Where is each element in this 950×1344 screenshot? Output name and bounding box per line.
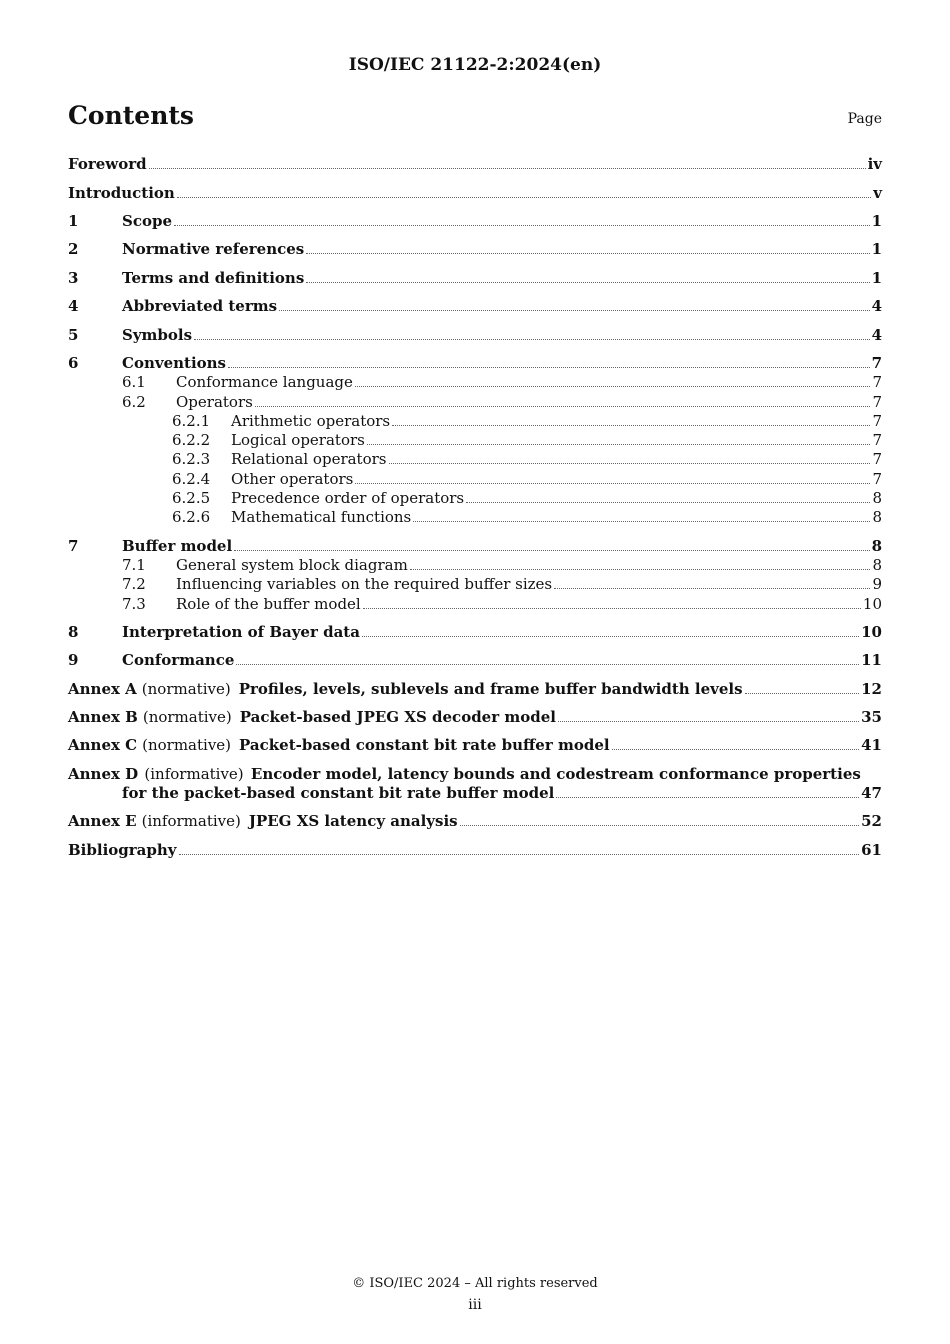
leader-dots <box>362 636 859 637</box>
annex-label: Annex A <box>68 680 137 698</box>
toc-page: 9 <box>872 575 882 593</box>
annex-label: Annex B <box>68 708 138 726</box>
toc-title: Terms and definitions <box>122 269 305 287</box>
toc-number: 7.2 <box>122 575 146 593</box>
toc-page: 1 <box>871 212 882 230</box>
toc-entry-conformance[interactable] <box>68 650 882 670</box>
page-number: iii <box>468 1297 482 1313</box>
toc-title: Role of the buffer model <box>176 595 361 613</box>
leader-dots <box>460 825 860 826</box>
toc-title: Operators <box>176 393 253 411</box>
toc-page: 10 <box>862 595 882 613</box>
annex-type: (informative) <box>141 812 241 830</box>
toc-entry-operators[interactable] <box>122 392 882 412</box>
toc-page: 35 <box>861 708 882 726</box>
toc-title: Symbols <box>122 326 193 344</box>
toc-entry-conformance-language[interactable] <box>122 372 882 392</box>
toc-entry-precedence-order[interactable] <box>172 488 882 508</box>
toc-entry-arithmetic-operators[interactable] <box>172 411 882 431</box>
annex-type: (informative) <box>144 765 244 783</box>
leader-dots <box>279 310 869 311</box>
toc-title: Precedence order of operators <box>231 489 465 507</box>
toc-title: Other operators <box>231 470 354 488</box>
toc-page: v <box>873 184 882 202</box>
toc-entry-bayer-data[interactable] <box>68 622 882 642</box>
leader-dots <box>174 225 870 226</box>
toc-number: 6.2.3 <box>172 450 211 468</box>
toc-number: 3 <box>68 269 79 287</box>
toc-number: 6.2.1 <box>172 412 211 430</box>
leader-dots <box>194 339 870 340</box>
toc-title: Relational operators <box>231 450 387 468</box>
toc-entry-influencing-variables[interactable] <box>122 574 882 594</box>
toc-page: 1 <box>871 269 882 287</box>
toc-title: Encoder model, latency bounds and codestream conformance properties <box>250 765 861 783</box>
toc-page: 41 <box>861 736 882 754</box>
annex-label: Annex D <box>68 765 139 783</box>
toc-page: 11 <box>861 651 882 669</box>
toc-number: 6.1 <box>122 373 146 391</box>
toc-title: Mathematical functions <box>231 508 412 526</box>
toc-number: 6.2.5 <box>172 489 211 507</box>
leader-dots <box>236 664 859 665</box>
toc-page: 8 <box>872 489 882 507</box>
page-column-label: Page <box>847 111 882 127</box>
toc-entry-annex-b[interactable] <box>68 707 882 727</box>
toc-title: Foreword <box>68 155 147 173</box>
leader-dots <box>410 569 871 570</box>
leader-dots <box>554 588 870 589</box>
toc-entry-introduction[interactable] <box>68 183 882 203</box>
toc-entry-abbreviated-terms[interactable] <box>68 296 882 316</box>
toc-page: 8 <box>872 508 882 526</box>
toc-page: 4 <box>871 297 882 315</box>
toc-entry-annex-c[interactable] <box>68 735 882 755</box>
toc-title: Arithmetic operators <box>231 412 391 430</box>
toc-number: 5 <box>68 326 79 344</box>
toc-title: JPEG XS latency analysis <box>248 812 458 830</box>
toc-title: Conformance language <box>176 373 353 391</box>
toc-page: 7 <box>872 470 882 488</box>
leader-dots <box>306 282 869 283</box>
toc-entry-block-diagram[interactable] <box>122 555 882 575</box>
toc-entry-buffer-model[interactable] <box>68 536 882 556</box>
toc-title: Conventions <box>122 354 226 372</box>
toc-entry-conventions[interactable] <box>68 353 882 373</box>
toc-page: 8 <box>872 556 882 574</box>
toc-title: Packet-based constant bit rate buffer model <box>239 736 610 754</box>
toc-title: Conformance <box>122 651 235 669</box>
document-id: ISO/IEC 21122-2:2024(en) <box>348 55 602 75</box>
leader-dots <box>389 463 871 464</box>
toc-entry-mathematical-functions[interactable] <box>172 507 882 527</box>
toc-entry-normative-references[interactable] <box>68 239 882 259</box>
toc-page: 7 <box>871 354 882 372</box>
leader-dots <box>228 367 870 368</box>
toc-entry-annex-d-line2[interactable] <box>122 783 882 803</box>
leader-dots <box>149 168 866 169</box>
toc-entry-symbols[interactable] <box>68 325 882 345</box>
toc-title-continued: for the packet-based constant bit rate buffer model <box>122 784 555 802</box>
copyright-notice: © ISO/IEC 2024 – All rights reserved <box>352 1276 598 1291</box>
toc-entry-role-of-buffer-model[interactable] <box>122 594 882 614</box>
annex-label: Annex C <box>68 736 138 754</box>
toc-number: 7.3 <box>122 595 146 613</box>
leader-dots <box>355 483 870 484</box>
leader-dots <box>745 693 860 694</box>
toc-number: 6.2.2 <box>172 431 211 449</box>
leader-dots <box>363 608 861 609</box>
leader-dots <box>367 444 871 445</box>
toc-page: 7 <box>872 450 882 468</box>
toc-page: 7 <box>872 412 882 430</box>
toc-entry-terms-definitions[interactable] <box>68 268 882 288</box>
toc-page: 10 <box>861 623 882 641</box>
toc-entry-bibliography[interactable] <box>68 840 882 860</box>
leader-dots <box>255 406 871 407</box>
leader-dots <box>355 386 871 387</box>
toc-page: 61 <box>861 841 882 859</box>
leader-dots <box>612 749 860 750</box>
toc-number: 2 <box>68 240 79 258</box>
annex-type: (normative) <box>142 708 232 726</box>
leader-dots <box>234 550 869 551</box>
leader-dots <box>177 197 871 198</box>
toc-number: 6.2.4 <box>172 470 211 488</box>
toc-number: 4 <box>68 297 79 315</box>
toc-page: 1 <box>871 240 882 258</box>
annex-type: (normative) <box>142 736 232 754</box>
toc-title: Packet-based JPEG XS decoder model <box>239 708 556 726</box>
toc-entry-logical-operators[interactable] <box>172 430 882 450</box>
leader-dots <box>558 721 859 722</box>
toc-number: 9 <box>68 651 79 669</box>
toc-page: 7 <box>872 373 882 391</box>
contents-title: Contents <box>68 101 195 130</box>
leader-dots <box>306 253 869 254</box>
toc-entry-relational-operators[interactable] <box>172 449 882 469</box>
toc-number: 6.2.6 <box>172 508 211 526</box>
toc-number: 7 <box>68 537 79 555</box>
toc-entry-annex-a[interactable] <box>68 679 882 699</box>
toc-title: General system block diagram <box>176 556 408 574</box>
toc-page: 52 <box>861 812 882 830</box>
toc-title: Scope <box>122 212 173 230</box>
toc-page: 7 <box>872 431 882 449</box>
toc-title: Logical operators <box>231 431 365 449</box>
annex-type: (normative) <box>141 680 231 698</box>
toc-page: 47 <box>861 784 882 802</box>
annex-label: Annex E <box>68 812 137 830</box>
toc-page: 8 <box>871 537 882 555</box>
toc-title: Buffer model <box>122 537 233 555</box>
toc-number: 1 <box>68 212 79 230</box>
toc-number: 7.1 <box>122 556 146 574</box>
toc-title: Introduction <box>68 184 175 202</box>
toc-page: 4 <box>871 326 882 344</box>
toc-title: Interpretation of Bayer data <box>122 623 360 641</box>
toc-title: Abbreviated terms <box>122 297 278 315</box>
toc-number: 6 <box>68 354 79 372</box>
toc-entry-foreword[interactable] <box>68 154 882 174</box>
leader-dots <box>413 521 870 522</box>
toc-page: iv <box>867 155 882 173</box>
toc-title: Bibliography <box>68 841 177 859</box>
leader-dots <box>179 854 860 855</box>
toc-entry-annex-e[interactable] <box>68 811 882 831</box>
toc-page: 7 <box>872 393 882 411</box>
toc-title: Influencing variables on the required buffer sizes <box>176 575 553 593</box>
toc-title: Normative references <box>122 240 305 258</box>
toc-number: 8 <box>68 623 79 641</box>
leader-dots <box>556 797 859 798</box>
toc-page: 12 <box>861 680 882 698</box>
leader-dots <box>392 425 870 426</box>
toc-number: 6.2 <box>122 393 146 411</box>
toc-title: Profiles, levels, sublevels and frame buffer bandwidth levels <box>238 680 743 698</box>
leader-dots <box>466 502 870 503</box>
toc-entry-annex-d-line1[interactable] <box>68 764 882 784</box>
toc-entry-other-operators[interactable] <box>172 469 882 489</box>
toc-entry-scope[interactable] <box>68 211 882 231</box>
